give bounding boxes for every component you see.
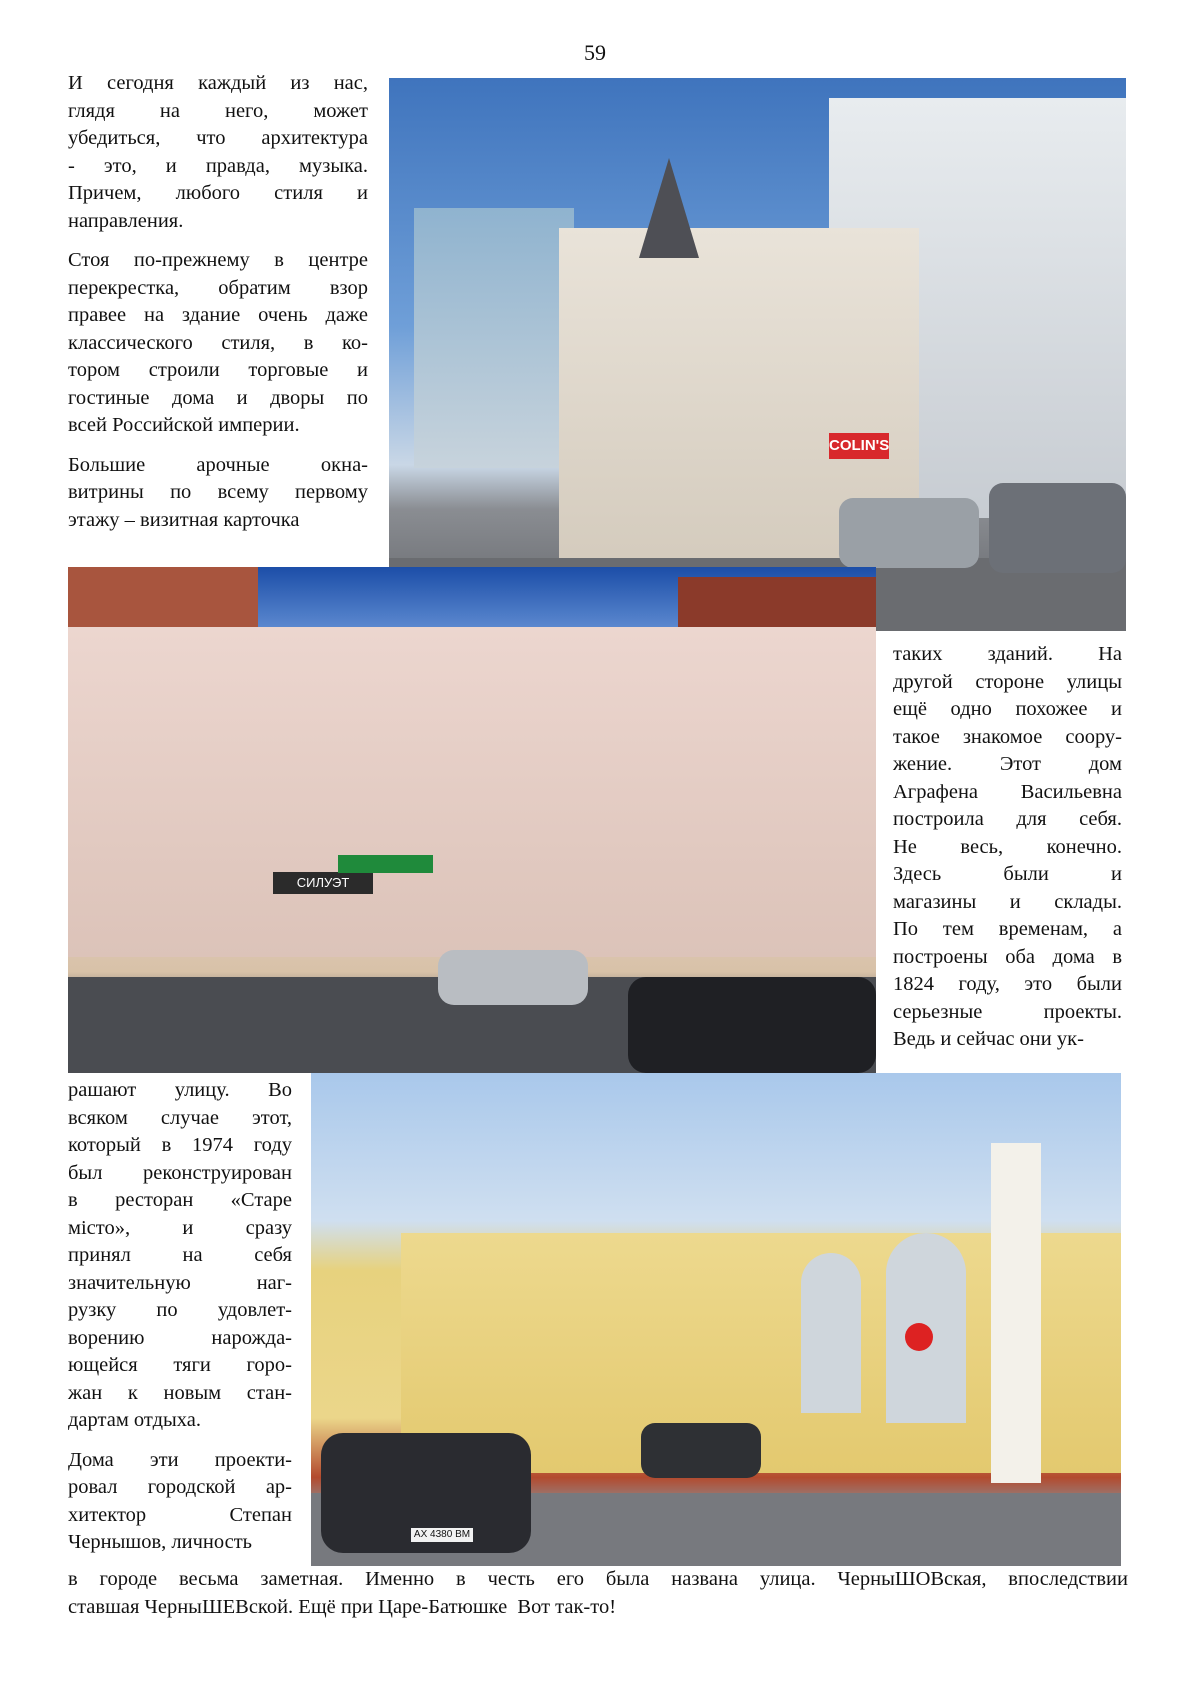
line: тором строили торговые и — [68, 359, 368, 381]
glass-tower — [414, 208, 574, 468]
line: гостиные дома и дворы по — [68, 386, 368, 409]
spire — [639, 158, 699, 258]
line: Большие арочные окна- — [68, 453, 368, 476]
line: убедиться, что архитектура — [68, 127, 368, 149]
line: глядя на него, может — [68, 99, 368, 122]
white-column — [991, 1143, 1041, 1483]
car — [438, 950, 588, 1005]
line: другой стороне улицы — [893, 670, 1122, 693]
line: По тем временам, а — [893, 918, 1122, 940]
line: Здесь были и — [893, 863, 1122, 885]
line: ворению нарожда- — [68, 1326, 292, 1349]
line: всяком случае этот, — [68, 1106, 292, 1129]
line: правее на здание очень даже — [68, 304, 368, 326]
line: магазины и склады. — [893, 890, 1122, 913]
line: жение. Этот дом — [893, 753, 1122, 775]
line: ещё одно похожее и — [893, 698, 1122, 720]
paragraph-2 — [68, 247, 368, 440]
text-block-2 — [893, 641, 1122, 1054]
pink-facade — [68, 627, 876, 957]
page-number: 59 — [584, 40, 606, 65]
text-block-3 — [68, 1077, 292, 1557]
line: принял на себя — [68, 1244, 292, 1266]
text-block-4 — [68, 1566, 1128, 1621]
car — [641, 1423, 761, 1478]
shop-sign-text: COLIN'S — [829, 437, 890, 454]
line: таких зданий. На — [893, 643, 1122, 665]
line: в ресторан «Старе — [68, 1189, 292, 1211]
car — [628, 977, 876, 1073]
line: Не весь, конечно. — [893, 835, 1122, 858]
paragraph-6 — [68, 1447, 292, 1557]
line: перекрестка, обратим взор — [68, 276, 368, 299]
car — [989, 483, 1126, 573]
line: был реконструирован — [68, 1161, 292, 1184]
line: построила для себя. — [893, 808, 1122, 830]
line: в городе весьма заметная. Именно в честь его была названа улица. ЧерныШОВская, впоследствии — [68, 1568, 1128, 1590]
line: Причем, любого стиля и — [68, 182, 368, 204]
line: витрины по всему первому — [68, 481, 368, 503]
line: Чернышов, личность — [68, 1531, 253, 1553]
license-plate-text: AX 4380 BM — [413, 1529, 471, 1540]
no-entry-sign — [905, 1323, 933, 1351]
shop-sign — [829, 433, 889, 459]
line: місто», и сразу — [68, 1216, 292, 1239]
line: ставшая ЧерныШЕВской. Ещё при Царе-Батюшке Вот так-то! — [68, 1595, 617, 1618]
line: построены оба дома в — [893, 945, 1122, 968]
paragraph-4 — [893, 641, 1122, 1054]
street-corner-photo — [389, 78, 1126, 631]
line: рашают улицу. Во — [68, 1079, 292, 1101]
car — [839, 498, 979, 568]
shop-sign-text: СИЛУЭТ — [296, 875, 350, 890]
line: И сегодня каждый из нас, — [68, 72, 368, 94]
paragraph-3 — [68, 452, 368, 535]
shop-sign — [273, 872, 373, 894]
arched-window — [801, 1253, 861, 1413]
line: Дома эти проекти- — [68, 1448, 292, 1471]
line: Аграфена Васильевна — [893, 780, 1122, 803]
yellow-arched-building-photo — [311, 1073, 1121, 1566]
text-block-1 — [68, 70, 368, 534]
line: направления. — [68, 209, 184, 232]
line: жан к новым стан- — [68, 1381, 292, 1404]
line: классического стиля, в ко- — [68, 331, 368, 354]
line: - это, и правда, музыка. — [68, 154, 368, 177]
paragraph-1 — [68, 70, 368, 235]
line: рузку по удовлет- — [68, 1299, 292, 1321]
line: Стоя по-прежнему в центре — [68, 249, 368, 271]
line: ровал городской ар- — [68, 1476, 292, 1498]
line: ющейся тяги горо- — [68, 1354, 292, 1376]
line: всей Российской империи. — [68, 414, 300, 436]
line: Ведь и сейчас они ук- — [893, 1028, 1084, 1050]
license-plate — [411, 1528, 473, 1542]
line: этажу – визитная карточка — [68, 508, 300, 531]
line: 1824 году, это были — [893, 973, 1122, 995]
line: серьезные проекты. — [893, 1000, 1122, 1023]
line: такое знакомое соору- — [893, 725, 1122, 748]
paragraph-7 — [68, 1566, 1128, 1621]
paragraph-5 — [68, 1077, 292, 1435]
line: дартам отдыха. — [68, 1409, 201, 1431]
line: хитектор Степан — [68, 1503, 292, 1526]
pink-building-photo — [68, 567, 876, 1073]
line: значительную наг- — [68, 1271, 292, 1294]
green-sign — [338, 855, 433, 873]
line: который в 1974 году — [68, 1134, 292, 1156]
